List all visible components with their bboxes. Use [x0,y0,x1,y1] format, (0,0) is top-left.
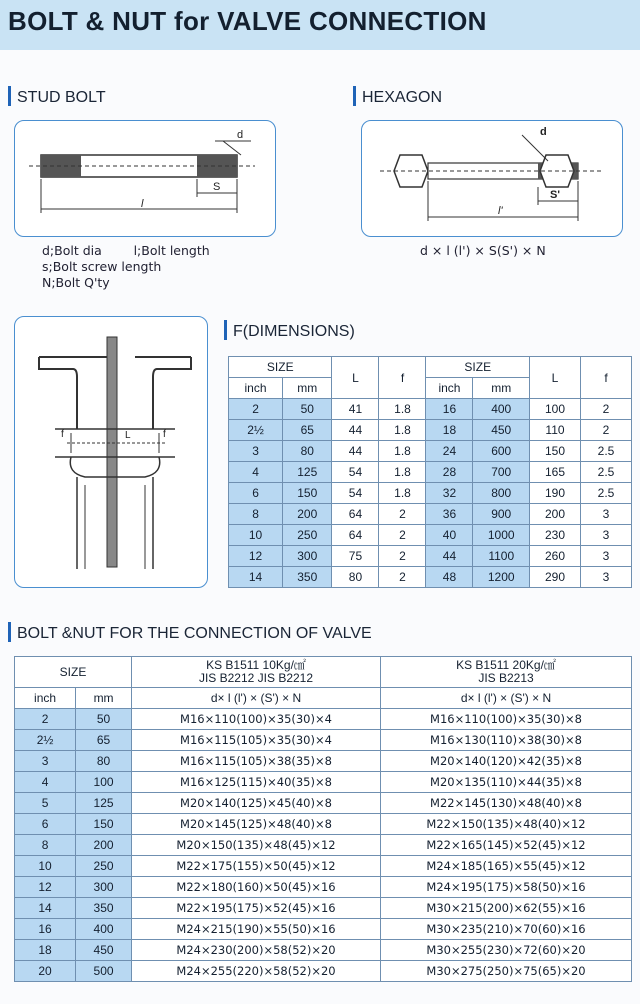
dim-f-cell: 1.8 [379,483,426,504]
dim-f-header-left: f [379,357,426,399]
conn-row [15,919,632,940]
conn-20k-cell: M22×150(135)×48(40)×12 [381,814,632,835]
conn-ks20-header-line1: KS B1511 20Kg/㎠ [456,658,556,672]
dim-row [229,567,632,588]
stud-bolt-diagram-box [14,120,276,237]
conn-mm-cell: 65 [76,730,132,751]
conn-ks10-header-line1: KS B1511 10Kg/㎠ [206,658,306,672]
conn-inch-cell: 4 [15,772,76,793]
dim-mm-header-right: mm [473,378,530,399]
dim-row [229,441,632,462]
conn-10k-cell: M22×195(175)×52(45)×16 [132,898,381,919]
dim-f-cell: 1.8 [379,441,426,462]
dimensions-heading [224,320,355,341]
dim-row [229,504,632,525]
conn-inch-header: inch [15,688,76,709]
dim-inch-cell: 40 [426,525,473,546]
conn-mm-cell: 500 [76,961,132,982]
conn-row [15,772,632,793]
dim-l-cell: 75 [332,546,379,567]
dim-l-cell: 44 [332,420,379,441]
dim-mm-cell: 800 [473,483,530,504]
dim-f-header-right: f [581,357,632,399]
dim-inch-cell: 36 [426,504,473,525]
conn-20k-cell: M20×135(110)×44(35)×8 [381,772,632,793]
conn-row [15,793,632,814]
dim-inch-cell: 18 [426,420,473,441]
dim-f-cell: 3 [581,525,632,546]
dim-mm-cell: 450 [473,420,530,441]
hexagon-diagram [362,121,622,236]
dim-mm-cell: 900 [473,504,530,525]
dim-mm-cell: 400 [473,399,530,420]
conn-20k-cell: M22×165(145)×52(45)×12 [381,835,632,856]
dim-mm-cell: 350 [283,567,332,588]
conn-inch-cell: 14 [15,898,76,919]
stud-bolt-d-label: d [237,129,244,141]
dim-l-cell: 54 [332,462,379,483]
dim-l-cell: 150 [530,441,581,462]
dim-mm-cell: 300 [283,546,332,567]
dim-inch-header-right: inch [426,378,473,399]
dim-f-cell: 2 [379,567,426,588]
conn-10k-cell: M24×215(190)×55(50)×16 [132,919,381,940]
conn-ks20-header [381,657,632,688]
page-title: BOLT & NUT for VALVE CONNECTION [8,6,487,36]
conn-10k-cell: M20×140(125)×45(40)×8 [132,793,381,814]
hexagon-heading [353,86,442,107]
conn-row [15,856,632,877]
dim-row [229,399,632,420]
dim-inch-cell: 2 [229,399,283,420]
conn-inch-cell: 6 [15,814,76,835]
hexagon-diagram-box [361,120,623,237]
dim-l-cell: 260 [530,546,581,567]
stud-bolt-legend [42,243,210,291]
dim-l-cell: 41 [332,399,379,420]
conn-20k-cell: M16×130(110)×38(30)×8 [381,730,632,751]
dim-row [229,462,632,483]
conn-ks20-header-line2: JIS B2213 [478,671,534,685]
conn-row [15,961,632,982]
dim-f-cell: 2 [581,399,632,420]
hexagon-heading-text: HEXAGON [362,89,443,106]
conn-20k-cell: M30×215(200)×62(55)×16 [381,898,632,919]
valve-drawing [15,317,207,587]
dim-mm-cell: 150 [283,483,332,504]
dim-mm-cell: 700 [473,462,530,483]
conn-mm-cell: 80 [76,751,132,772]
conn-row [15,877,632,898]
dim-l-cell: 110 [530,420,581,441]
conn-20k-cell: M24×195(175)×58(50)×16 [381,877,632,898]
conn-mm-header: mm [76,688,132,709]
conn-mm-cell: 150 [76,814,132,835]
conn-inch-cell: 20 [15,961,76,982]
conn-mm-cell: 450 [76,940,132,961]
dim-row [229,546,632,567]
dim-l-cell: 200 [530,504,581,525]
conn-ks10-header [132,657,381,688]
dim-l-cell: 80 [332,567,379,588]
valve-f-left: f [61,429,64,440]
dim-f-cell: 3 [581,504,632,525]
conn-mm-cell: 350 [76,898,132,919]
conn-20k-cell: M30×255(230)×72(60)×20 [381,940,632,961]
dim-l-cell: 64 [332,525,379,546]
conn-10k-cell: M20×150(135)×48(45)×12 [132,835,381,856]
dim-inch-cell: 4 [229,462,283,483]
dim-f-cell: 2 [379,525,426,546]
stud-bolt-diagram [15,121,275,236]
dim-inch-cell: 10 [229,525,283,546]
dim-l-header-right: L [530,357,581,399]
dim-inch-cell: 8 [229,504,283,525]
stud-bolt-l-label: l [141,198,144,210]
dimensions-table [228,356,632,588]
dim-f-cell: 2 [581,420,632,441]
valve-l-label: L [125,430,131,441]
title-bar [0,0,640,50]
dim-f-cell: 1.8 [379,462,426,483]
conn-20k-cell: M30×275(250)×75(65)×20 [381,961,632,982]
conn-inch-cell: 10 [15,856,76,877]
conn-10k-cell: M16×110(100)×35(30)×4 [132,709,381,730]
conn-mm-cell: 125 [76,793,132,814]
dim-row [229,483,632,504]
valve-f-right: f [163,429,166,440]
dim-mm-cell: 250 [283,525,332,546]
dim-size-header-right: SIZE [426,357,530,378]
conn-10k-cell: M16×125(115)×40(35)×8 [132,772,381,793]
dim-inch-cell: 44 [426,546,473,567]
dim-f-cell: 3 [581,546,632,567]
dim-f-cell: 2 [379,546,426,567]
dim-mm-cell: 1100 [473,546,530,567]
dim-inch-header-left: inch [229,378,283,399]
dim-inch-cell: 12 [229,546,283,567]
conn-row [15,898,632,919]
dim-l-header-left: L [332,357,379,399]
conn-20k-cell: M30×235(210)×70(60)×16 [381,919,632,940]
dim-inch-cell: 3 [229,441,283,462]
conn-inch-cell: 16 [15,919,76,940]
conn-10k-cell: M24×255(220)×58(52)×20 [132,961,381,982]
dim-inch-cell: 16 [426,399,473,420]
dim-inch-cell: 32 [426,483,473,504]
dim-row [229,420,632,441]
dim-mm-cell: 600 [473,441,530,462]
dim-inch-cell: 2½ [229,420,283,441]
dim-f-cell: 2 [379,504,426,525]
stud-bolt-heading-text: STUD BOLT [17,89,106,106]
connection-table [14,656,632,982]
dim-inch-cell: 48 [426,567,473,588]
conn-formula-header-10k: d× l (l') × (S') × N [132,688,381,709]
conn-10k-cell: M16×115(105)×38(35)×8 [132,751,381,772]
dim-mm-header-left: mm [283,378,332,399]
dim-l-cell: 54 [332,483,379,504]
dim-mm-cell: 200 [283,504,332,525]
conn-20k-cell: M20×140(120)×42(35)×8 [381,751,632,772]
dim-f-cell: 2.5 [581,462,632,483]
conn-formula-header-20k: d× l (l') × (S') × N [381,688,632,709]
dim-mm-cell: 80 [283,441,332,462]
dim-inch-cell: 14 [229,567,283,588]
conn-inch-cell: 8 [15,835,76,856]
conn-mm-cell: 50 [76,709,132,730]
conn-10k-cell: M16×115(105)×35(30)×4 [132,730,381,751]
dim-l-cell: 290 [530,567,581,588]
conn-inch-cell: 2½ [15,730,76,751]
dim-mm-cell: 1200 [473,567,530,588]
dim-mm-cell: 1000 [473,525,530,546]
conn-inch-cell: 5 [15,793,76,814]
dim-row [229,525,632,546]
conn-mm-cell: 400 [76,919,132,940]
legend-line-1: d;Bolt dia l;Bolt length [42,243,210,258]
dim-f-cell: 3 [581,567,632,588]
conn-10k-cell: M22×175(155)×50(45)×12 [132,856,381,877]
dim-l-cell: 230 [530,525,581,546]
conn-mm-cell: 200 [76,835,132,856]
conn-size-header: SIZE [15,657,132,688]
stud-bolt-s-label: S [213,181,221,193]
conn-mm-cell: 250 [76,856,132,877]
dim-l-cell: 100 [530,399,581,420]
conn-inch-cell: 3 [15,751,76,772]
dim-inch-cell: 6 [229,483,283,504]
conn-row [15,751,632,772]
hexagon-l-label: l' [498,205,503,217]
conn-inch-cell: 12 [15,877,76,898]
conn-row [15,835,632,856]
connection-heading-text: BOLT &NUT FOR THE CONNECTION OF VALVE [17,625,372,642]
conn-20k-cell: M24×185(165)×55(45)×12 [381,856,632,877]
conn-inch-cell: 18 [15,940,76,961]
dim-f-cell: 1.8 [379,399,426,420]
conn-row [15,814,632,835]
valve-drawing-box [14,316,208,588]
conn-inch-cell: 2 [15,709,76,730]
conn-row [15,709,632,730]
legend-line-3: N;Bolt Q'ty [42,275,110,290]
hexagon-d-label: d [540,126,547,138]
dim-f-cell: 2.5 [581,483,632,504]
conn-10k-cell: M20×145(125)×48(40)×8 [132,814,381,835]
dim-inch-cell: 24 [426,441,473,462]
conn-20k-cell: M22×145(130)×48(40)×8 [381,793,632,814]
hexagon-formula: d × l (l') × S(S') × N [420,243,546,258]
conn-row [15,730,632,751]
dim-f-cell: 1.8 [379,420,426,441]
conn-10k-cell: M22×180(160)×50(45)×16 [132,877,381,898]
dim-f-cell: 2.5 [581,441,632,462]
dim-inch-cell: 28 [426,462,473,483]
legend-line-2: s;Bolt screw length [42,259,162,274]
hexagon-s-label: S' [550,189,560,201]
conn-row [15,940,632,961]
dim-mm-cell: 125 [283,462,332,483]
dimensions-heading-text: F(DIMENSIONS) [233,323,355,340]
dim-l-cell: 64 [332,504,379,525]
dim-l-cell: 165 [530,462,581,483]
dim-mm-cell: 50 [283,399,332,420]
dim-size-header-left: SIZE [229,357,332,378]
connection-heading [8,622,372,643]
conn-10k-cell: M24×230(200)×58(52)×20 [132,940,381,961]
stud-bolt-heading [8,86,106,107]
dim-l-cell: 190 [530,483,581,504]
dim-mm-cell: 65 [283,420,332,441]
conn-mm-cell: 100 [76,772,132,793]
conn-mm-cell: 300 [76,877,132,898]
conn-20k-cell: M16×110(100)×35(30)×8 [381,709,632,730]
dim-l-cell: 44 [332,441,379,462]
conn-ks10-header-line2: JIS B2212 JIS B2212 [198,671,314,685]
